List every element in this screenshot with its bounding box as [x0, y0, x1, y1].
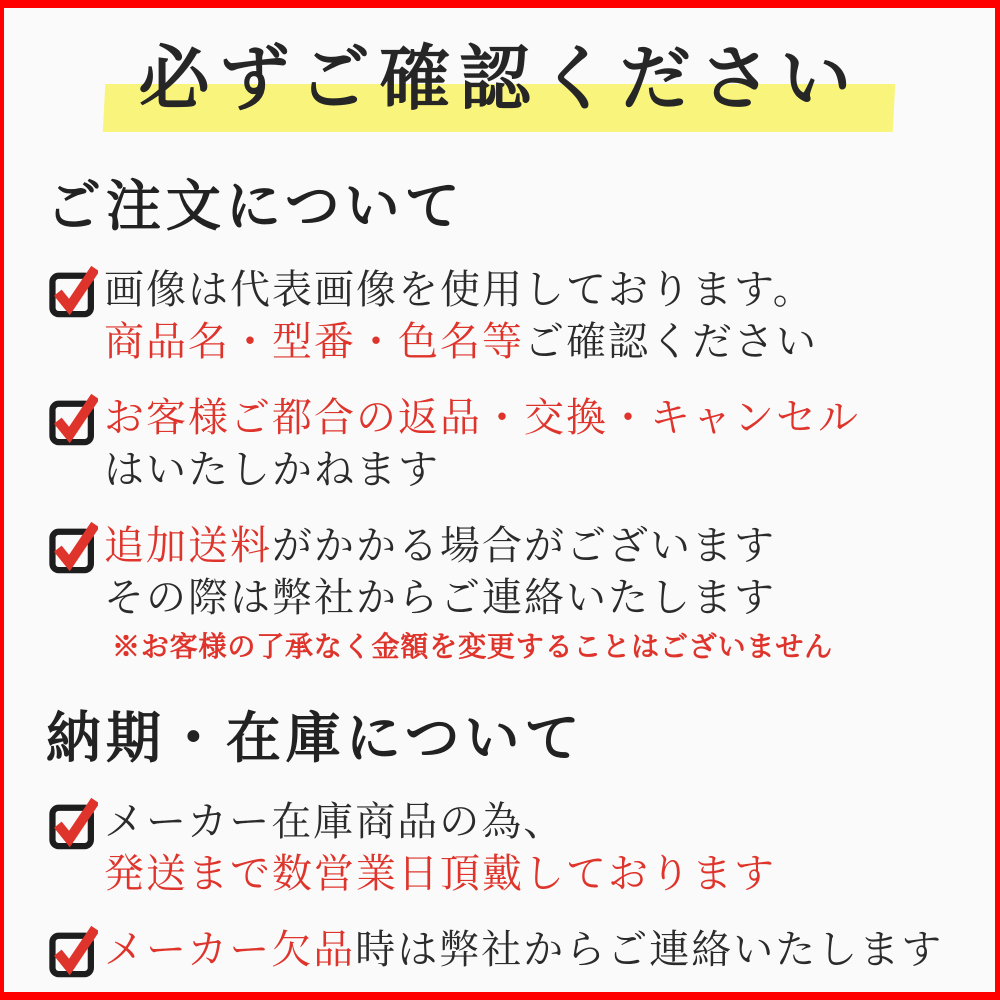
item-line	[104, 316, 818, 368]
text-segment: その際は弊社からご連絡いたします	[104, 575, 776, 620]
checklist-item-text	[104, 392, 860, 496]
text-segment-red: 商品名・型番・色名等	[104, 319, 524, 364]
checklist-item	[4, 520, 995, 666]
item-line	[104, 264, 818, 316]
checkbox-checked-icon	[48, 390, 98, 446]
item-line	[104, 572, 833, 624]
item-line	[104, 796, 776, 848]
text-segment: 時は弊社からご連絡いたします	[355, 927, 944, 973]
text-segment: はいたしかねます	[104, 447, 440, 492]
item-line	[104, 392, 860, 444]
checklist-item	[4, 924, 995, 978]
checkbox-checked-icon	[48, 794, 98, 850]
page-title: 必ずご確認ください	[138, 41, 861, 119]
sections-container	[4, 174, 995, 978]
text-segment-red: お客様ご都合の返品・交換・キャンセル	[104, 395, 860, 440]
checkbox-checked-icon	[48, 262, 98, 318]
text-segment: 画像は代表画像を使用しております。	[104, 267, 815, 312]
checkbox-checked-icon	[48, 922, 98, 978]
checkbox-checked-icon	[48, 518, 98, 574]
text-segment: がかかる場合がございます	[272, 523, 776, 568]
item-line	[104, 520, 833, 572]
text-segment-red: メーカー欠品	[104, 927, 356, 973]
checklist-item	[4, 264, 995, 368]
item-line	[104, 924, 943, 976]
checklist-item-text	[104, 264, 818, 368]
text-segment-red: 追加送料	[104, 523, 272, 568]
checklist-item	[4, 392, 995, 496]
section-heading: ご注文について	[46, 176, 465, 237]
text-segment: メーカー在庫商品の為、	[104, 799, 566, 845]
checklist-item-text	[104, 796, 776, 900]
item-note: ※お客様の了承なく金額を変更することはございません	[112, 632, 834, 663]
page-title-inner	[110, 34, 888, 126]
item-line	[104, 444, 860, 496]
checklist-item-text	[104, 924, 943, 976]
item-line	[104, 848, 776, 900]
page-title-block	[4, 34, 995, 134]
text-segment-red: 発送まで数営業日頂戴しております	[104, 851, 776, 897]
section-heading: 納期・在庫について	[46, 708, 585, 770]
checklist-item-text	[104, 520, 833, 666]
text-segment: ご確認ください	[524, 319, 818, 364]
checklist-item	[4, 796, 995, 900]
